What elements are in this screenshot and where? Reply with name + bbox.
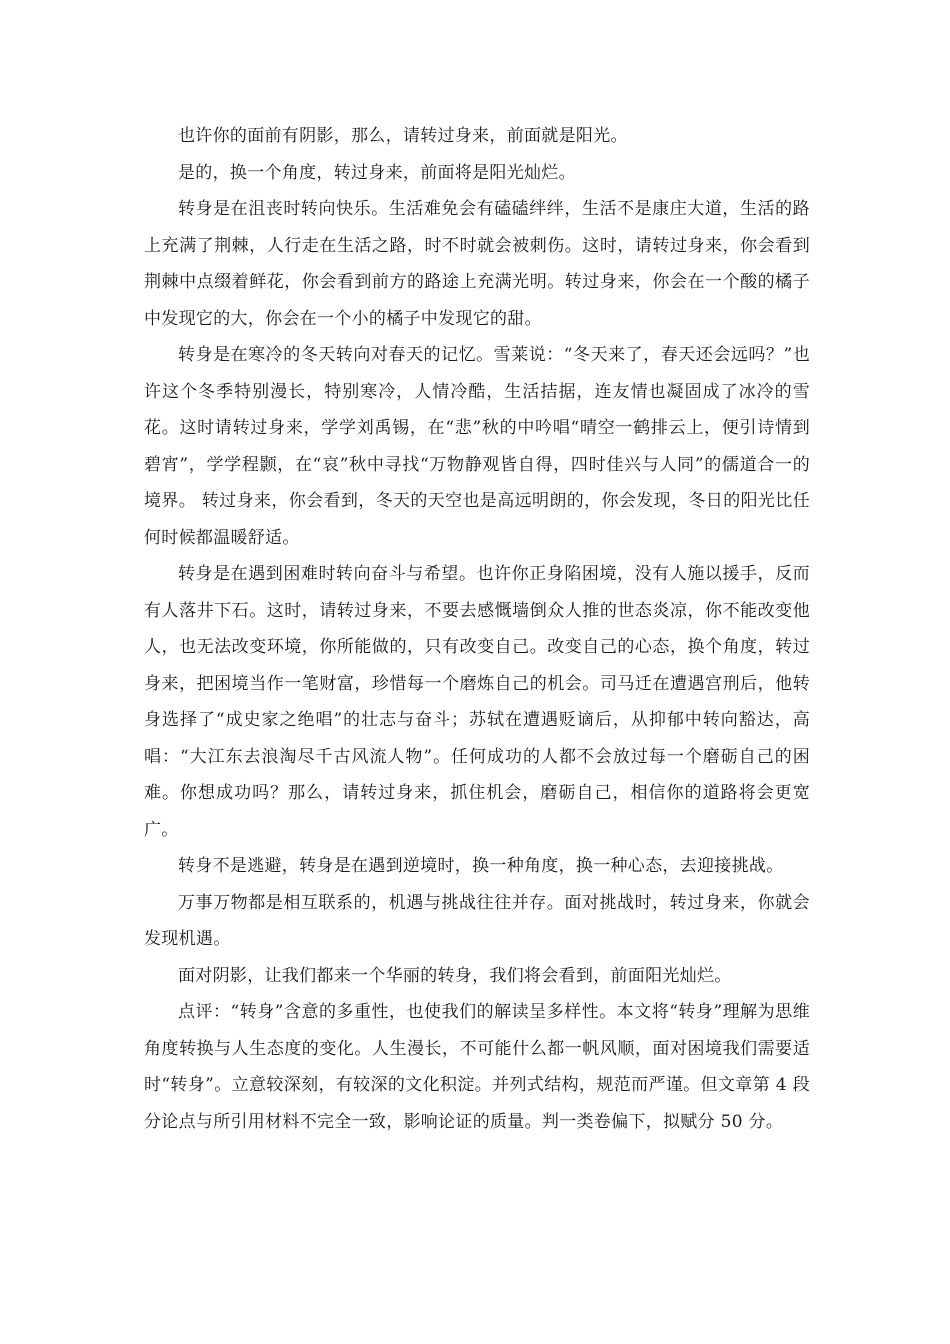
paragraph-challenge: 转身不是逃避，转身是在遇到逆境时，换一种角度，换一种心态，去迎接挑战。 <box>178 856 784 876</box>
paragraph-joy: 转身是在沮丧时转向快乐。生活难免会有磕磕绊绊，生活不是康庄大道，生活的路上充满了荆棘，人行走在生活之路，时不时就会被刺伤。这时，请转过身来，你会看到荆棘中点缀着鲜花，你会看到前方的路途上充满光明。转过身来，你会在一个酸的橘子中发现它的大，你会在一个小的橘子中发现它的甜。 <box>144 199 810 329</box>
paragraph-angle: 是的，换一个角度，转过身来，前面将是阳光灿烂。 <box>178 162 576 183</box>
paragraph-spring: 转身是在寒冷的冬天转向对春天的记忆。雪莱说：“冬天来了，春天还会远吗？”也许这个冬季特别漫长，特别寒冷，人情冷酷，生活拮据，连友情也凝固成了冰冷的雪花。这时请转过身来，学学刘禹锡，在“悲”秋的中吟唱“晴空一鹤排云上，便引诗情到碧宵”，学学程颢，在“哀”秋中寻找“万物静观皆自得，四时佳兴与人同”的儒道合一的境界。 转过身来，你会看到，冬天的天空也是高远明朗的，你会发现，冬日的阳光比任何时候都温暖舒适。 <box>144 345 810 548</box>
paragraph-struggle: 转身是在遇到困难时转向奋斗与希望。也许你正身陷困境，没有人施以援手，反而有人落井下石。这时，请转过身来，不要去感慨墙倒众人推的世态炎凉，你不能改变他人，也无法改变环境，你所能做的，只有改变自己。改变自己的心态，换个角度，转过身来，把困境当作一笔财富，珍惜每一个磨炼自己的机会。司马迁在遭遇宫刑后，他转身选择了“成史家之绝唱”的壮志与奋斗；苏轼在遭遇贬谪后，从抑郁中转向豁达，高唱：“大江东去浪淘尽千古风流人物”。任何成功的人都不会放过每一个磨砺自己的困难。你想成功吗？那么，请转过身来，抓住机会，磨砺自己，相信你的道路将会更宽广。 <box>144 564 810 840</box>
paragraph-opportunity: 万事万物都是相互联系的，机遇与挑战往往并存。面对挑战时，转过身来，你就会发现机遇。 <box>144 892 810 949</box>
paragraph-commentary: 点评：“转身”含意的多重性，也使我们的解读呈多样性。本文将“转身”理解为思维角度转换与人生态度的变化。人生漫长，不可能什么都一帆风顺，面对困境我们需要适时“转身”。立意较深刻，有较深的文化积淀。并列式结构，规范而严谨。但文章第 4 段分论点与所引用材料不完全一致，影响论证的质量。判一类卷偏下，拟赋分 50 分。 <box>144 1002 810 1132</box>
document-body <box>144 118 810 1140</box>
paragraph-conclusion: 面对阴影，让我们都来一个华丽的转身，我们将会看到，前面阳光灿烂。 <box>178 965 732 986</box>
paragraph-intro: 也许你的面前有阴影，那么，请转过身来，前面就是阳光。 <box>178 126 628 146</box>
